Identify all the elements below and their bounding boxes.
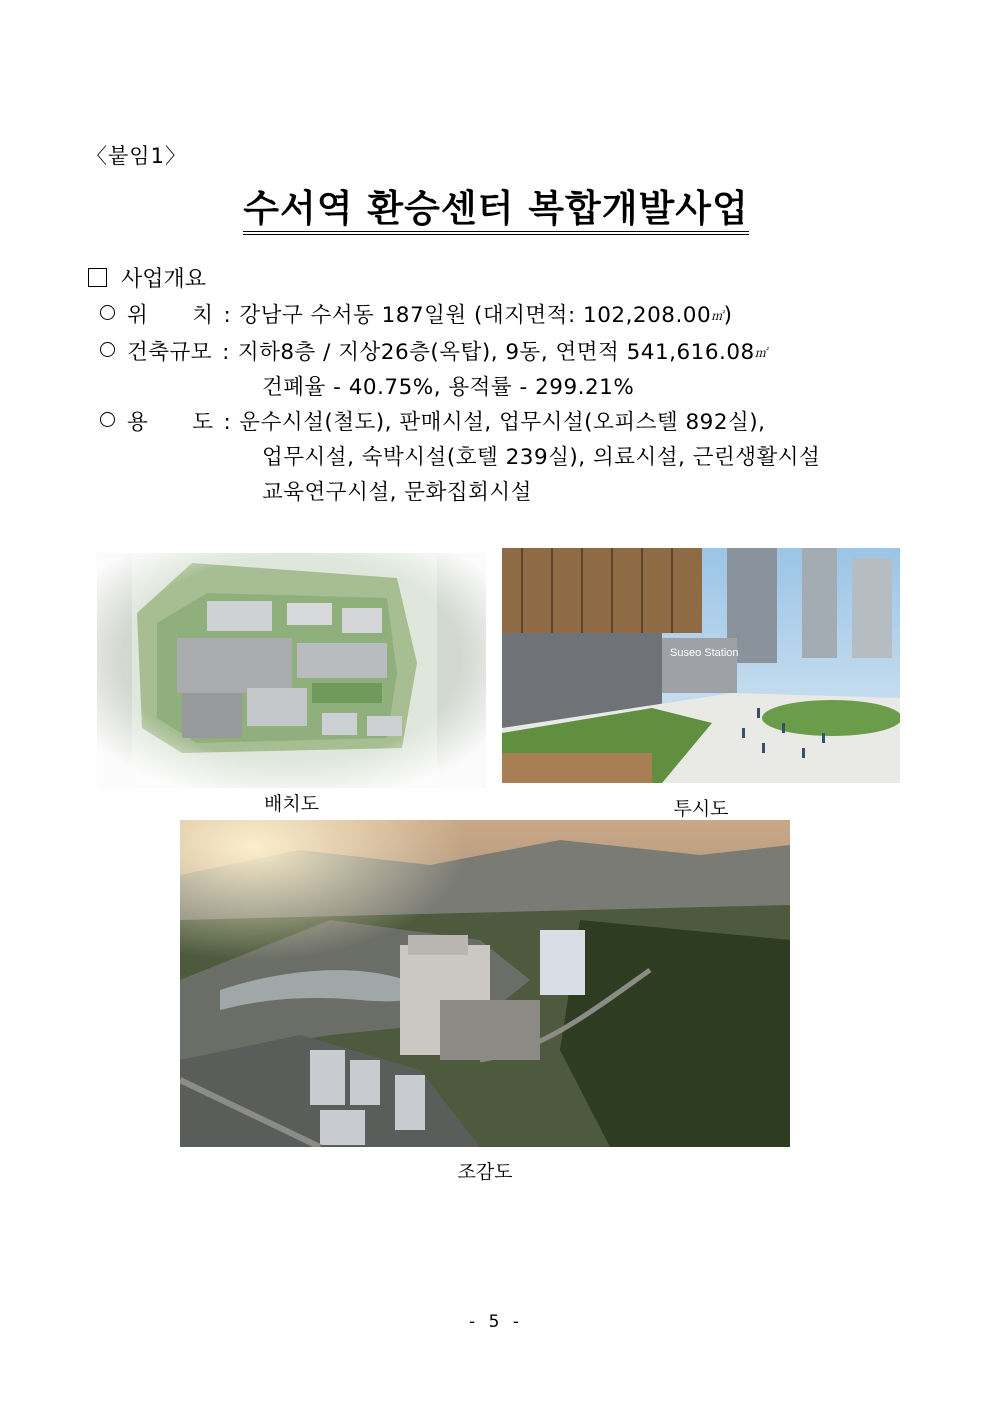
aerial-caption: 조감도 <box>457 1161 513 1183</box>
attachment-label: 〈붙임1〉 <box>86 144 187 168</box>
use-continuation-2: 교육연구시설, 문화집회시설 <box>262 480 532 505</box>
bullet-circle-icon <box>100 412 115 427</box>
row-value: 강남구 수서동 187일원 (대지면적: 102,208.00 <box>239 303 712 328</box>
aerial-view-image <box>180 820 790 1147</box>
scale-continuation: 건폐율 - 40.75%, 용적률 - 299.21% <box>262 375 635 400</box>
use-continuation-1: 업무시설, 숙박시설(호텔 239실), 의료시설, 근린생활시설 <box>262 445 821 470</box>
station-sign: Suseo Station <box>670 647 739 659</box>
row-value: 운수시설(철도), 판매시설, 업무시설(오피스텔 892실), <box>239 410 766 435</box>
unit-sqm: ㎡ <box>754 346 768 360</box>
checkbox-square-icon <box>88 268 107 287</box>
row-value: 지하8층 / 지상26층(옥탑), 9동, 연면적 541,616.08 <box>237 340 755 365</box>
overview-row-location: 위 치 : 강남구 수서동 187일원 (대지면적: 102,208.00㎡) <box>100 298 733 329</box>
unit-sqm: ㎡ <box>711 309 724 323</box>
bullet-circle-icon <box>100 305 115 320</box>
row-label: 위 치 <box>127 303 214 328</box>
section-heading <box>88 262 206 293</box>
section-heading-text: 사업개요 <box>121 267 207 292</box>
overview-row-use: 용 도 : 운수시설(철도), 판매시설, 업무시설(오피스텔 892실), <box>100 405 766 436</box>
bullet-circle-icon <box>100 342 115 357</box>
site-plan-caption: 배치도 <box>263 793 320 815</box>
site-plan-image <box>97 553 486 788</box>
document-title-text: 수서역 환승센터 복합개발사업 <box>243 187 748 235</box>
perspective-image <box>502 548 900 783</box>
document-title <box>0 178 992 232</box>
page-number: - 5 - <box>469 1312 523 1332</box>
overview-row-scale: 건축규모 : 지하8층 / 지상26층(옥탑), 9동, 연면적 541,616.08㎡ <box>100 335 767 366</box>
row-label: 용 도 <box>127 410 214 435</box>
row-label: 건축규모 <box>127 340 213 365</box>
perspective-caption: 투시도 <box>673 798 729 820</box>
